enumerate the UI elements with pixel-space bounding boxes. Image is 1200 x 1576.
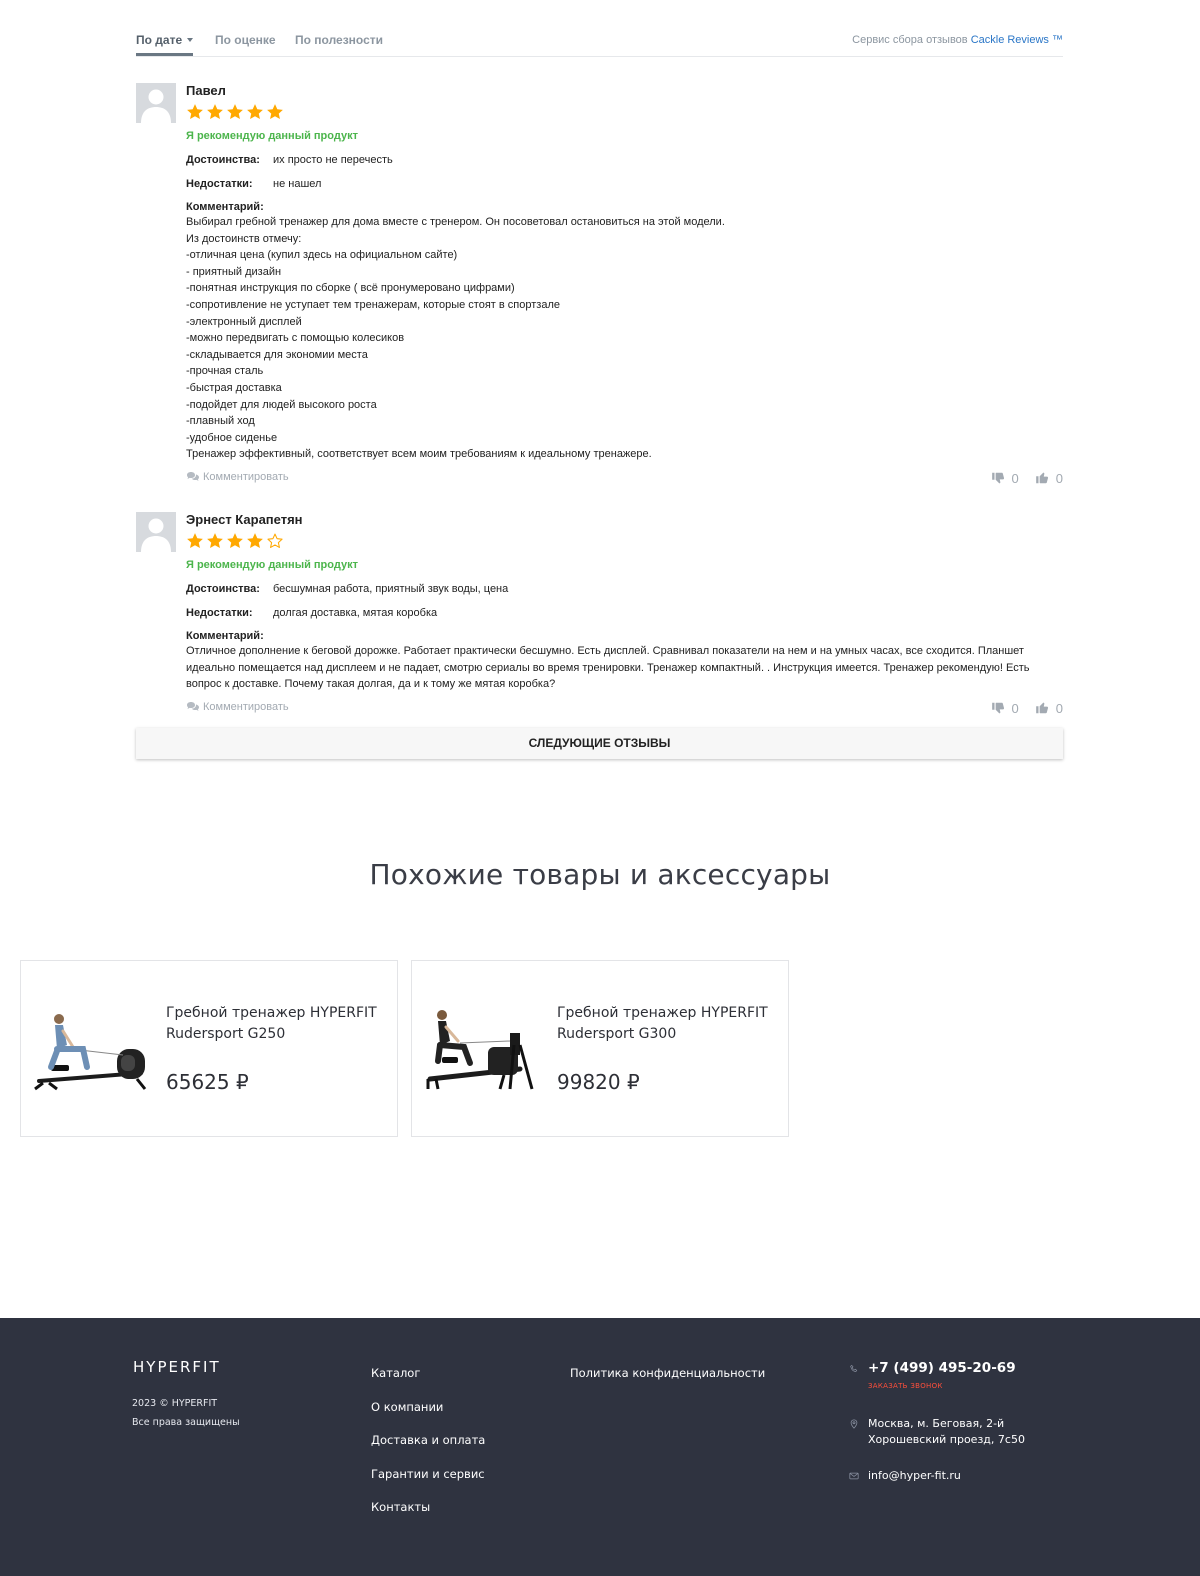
sort-tab-date[interactable]: По дате xyxy=(136,33,193,47)
star-filled-icon xyxy=(226,532,244,550)
star-filled-icon xyxy=(206,532,224,550)
footer-link-delivery[interactable]: Доставка и оплата xyxy=(371,1433,486,1448)
user-placeholder-icon xyxy=(136,83,176,123)
review-actions xyxy=(186,469,1063,489)
dislike-button[interactable]: 0 xyxy=(991,471,1019,486)
cons-text: не нашел xyxy=(273,178,322,190)
like-button[interactable]: 0 xyxy=(1035,701,1063,716)
footer-address xyxy=(849,1416,1078,1448)
footer-link-privacy[interactable]: Политика конфиденциальности xyxy=(570,1366,766,1380)
recommend-label: Я рекомендую данный продукт xyxy=(186,130,358,142)
product-price: 99820 ₽ xyxy=(557,1070,640,1094)
sort-bar xyxy=(136,0,1063,57)
copyright: 2023 © HYPERFIT Все права защищены xyxy=(132,1398,240,1428)
product-card-g250[interactable] xyxy=(20,960,398,1137)
cons-text: долгая доставка, мятая коробка xyxy=(273,606,438,619)
footer-phone xyxy=(849,1360,1016,1390)
review-author: Эрнест Карапетян xyxy=(186,511,303,527)
thumbs-down-icon xyxy=(991,471,1005,485)
reply-button[interactable]: Комментировать xyxy=(186,701,289,713)
cackle-link[interactable]: Cackle Reviews ™ xyxy=(970,34,1063,46)
pros-row: Достоинства: бесшумная работа, приятный звук воды, цена xyxy=(186,582,509,595)
star-filled-icon xyxy=(206,103,224,121)
star-filled-icon xyxy=(246,103,264,121)
next-reviews-button[interactable]: СЛЕДУЮЩИЕ ОТЗЫВЫ xyxy=(136,728,1063,759)
comment-label: Комментарий: xyxy=(186,201,264,213)
footer-link-contacts[interactable]: Контакты xyxy=(371,1500,431,1515)
address-text: Москва, м. Беговая, 2-й Хорошевский проезд, 7с50 xyxy=(868,1417,1025,1446)
caret-down-icon xyxy=(187,38,193,42)
sort-tab-rating[interactable]: По оценке xyxy=(215,33,276,47)
comment-label: Комментарий: xyxy=(186,629,264,642)
phone-number[interactable]: +7 (499) 495-20-69 xyxy=(868,1360,1016,1376)
review-actions xyxy=(186,699,1063,719)
product-price: 65625 ₽ xyxy=(166,1070,249,1094)
thumbs-up-icon xyxy=(1035,701,1049,715)
footer-nav xyxy=(371,1366,485,1534)
pros-row: Достоинства: их просто не перечесть xyxy=(186,154,393,166)
avatar xyxy=(136,512,176,552)
star-filled-icon xyxy=(186,103,204,121)
pros-text: их просто не перечесть xyxy=(273,154,393,166)
footer-link-warranty[interactable]: Гарантии и сервис xyxy=(371,1466,485,1481)
like-button[interactable]: 0 xyxy=(1035,471,1063,486)
comment-text: Отличное дополнение к беговой дорожке. Работает практически бесшумно. Есть дисплей. Сравнивал показатели на нем и на умных часах, все сходится. Планшет идеально помещается над дисплеем и не падает, смотрю сериалы во время тренировки. Тренажер компактный. . Инструкция имеется. Тренажер рекомендую! Есть вопрос к доставке. Почему такая долгая, да и к тому же мятая коробка? xyxy=(186,644,1033,691)
product-name: Гребной тренажер HYPERFIT Rudersport G250 xyxy=(166,1005,377,1042)
email-link[interactable]: info@hyper-fit.ru xyxy=(868,1469,961,1482)
pros-text: бесшумная работа, приятный звук воды, цена xyxy=(273,582,509,595)
rating-stars xyxy=(186,532,1063,554)
service-credit: Сервис сбора отзывов Cackle Reviews ™ xyxy=(852,34,1063,46)
review-item xyxy=(136,83,1063,489)
product-image xyxy=(33,1005,149,1095)
thumbs-down-icon xyxy=(991,701,1005,715)
comments-icon xyxy=(186,471,200,482)
footer-logo[interactable]: HYPERFIT xyxy=(133,1358,221,1376)
callback-link[interactable]: ЗАКАЗАТЬ ЗВОНОК xyxy=(868,1382,943,1390)
mail-icon xyxy=(849,1471,859,1481)
star-filled-icon xyxy=(266,103,284,121)
cons-row: Недостатки: долгая доставка, мятая коробка xyxy=(186,606,438,619)
footer-email xyxy=(849,1468,961,1484)
product-name: Гребной тренажер HYPERFIT Rudersport G300 xyxy=(557,1005,768,1042)
sort-tab-usefulness[interactable]: По полезности xyxy=(295,33,384,47)
cons-row: Недостатки: не нашел xyxy=(186,178,322,190)
dislike-button[interactable]: 0 xyxy=(991,701,1019,716)
star-filled-icon xyxy=(226,103,244,121)
votes xyxy=(975,471,1063,486)
reviews-section xyxy=(136,0,1063,719)
rating-stars xyxy=(186,103,1063,125)
phone-icon xyxy=(849,1364,859,1374)
review-author: Павел xyxy=(186,83,226,98)
reply-button[interactable]: Комментировать xyxy=(186,471,289,483)
avatar xyxy=(136,83,176,123)
user-placeholder-icon xyxy=(136,512,176,552)
product-card-g300[interactable] xyxy=(411,960,789,1137)
footer xyxy=(0,1318,1200,1576)
similar-title: Похожие товары и аксессуары xyxy=(369,858,831,891)
votes xyxy=(975,701,1063,716)
review-item xyxy=(136,512,1063,719)
comments-icon xyxy=(186,701,200,712)
star-filled-icon xyxy=(186,532,204,550)
footer-link-about[interactable]: О компании xyxy=(371,1399,444,1414)
star-empty-icon xyxy=(266,532,284,550)
star-filled-icon xyxy=(246,532,264,550)
location-icon xyxy=(849,1419,859,1429)
product-image xyxy=(424,1005,540,1095)
comment-text: Выбирал гребной тренажер для дома вместе с тренером. Он посоветовал остановиться на этой модели. Из достоинств отмечу: -отличная цена (купил здесь на официальном сайте) - приятный дизайн -понятная инструкция по сборке ( всё пронумеровано цифрами) -сопротивление не уступает тем тренажерам, которые стоят в спортзале -электронный дисплей -можно передвигать с помощью колесиков -складывается для экономии места -прочная сталь -быстрая доставка -подойдет для людей высокого роста -плавный ход -удобное сиденье Тренажер эффективный, соответствует всем моим требованиям к идеальному тренажере. xyxy=(186,216,725,461)
recommend-label: Я рекомендую данный продукт xyxy=(186,558,358,571)
footer-nav-secondary xyxy=(570,1366,765,1400)
thumbs-up-icon xyxy=(1035,471,1049,485)
footer-link-catalog[interactable]: Каталог xyxy=(371,1366,421,1380)
